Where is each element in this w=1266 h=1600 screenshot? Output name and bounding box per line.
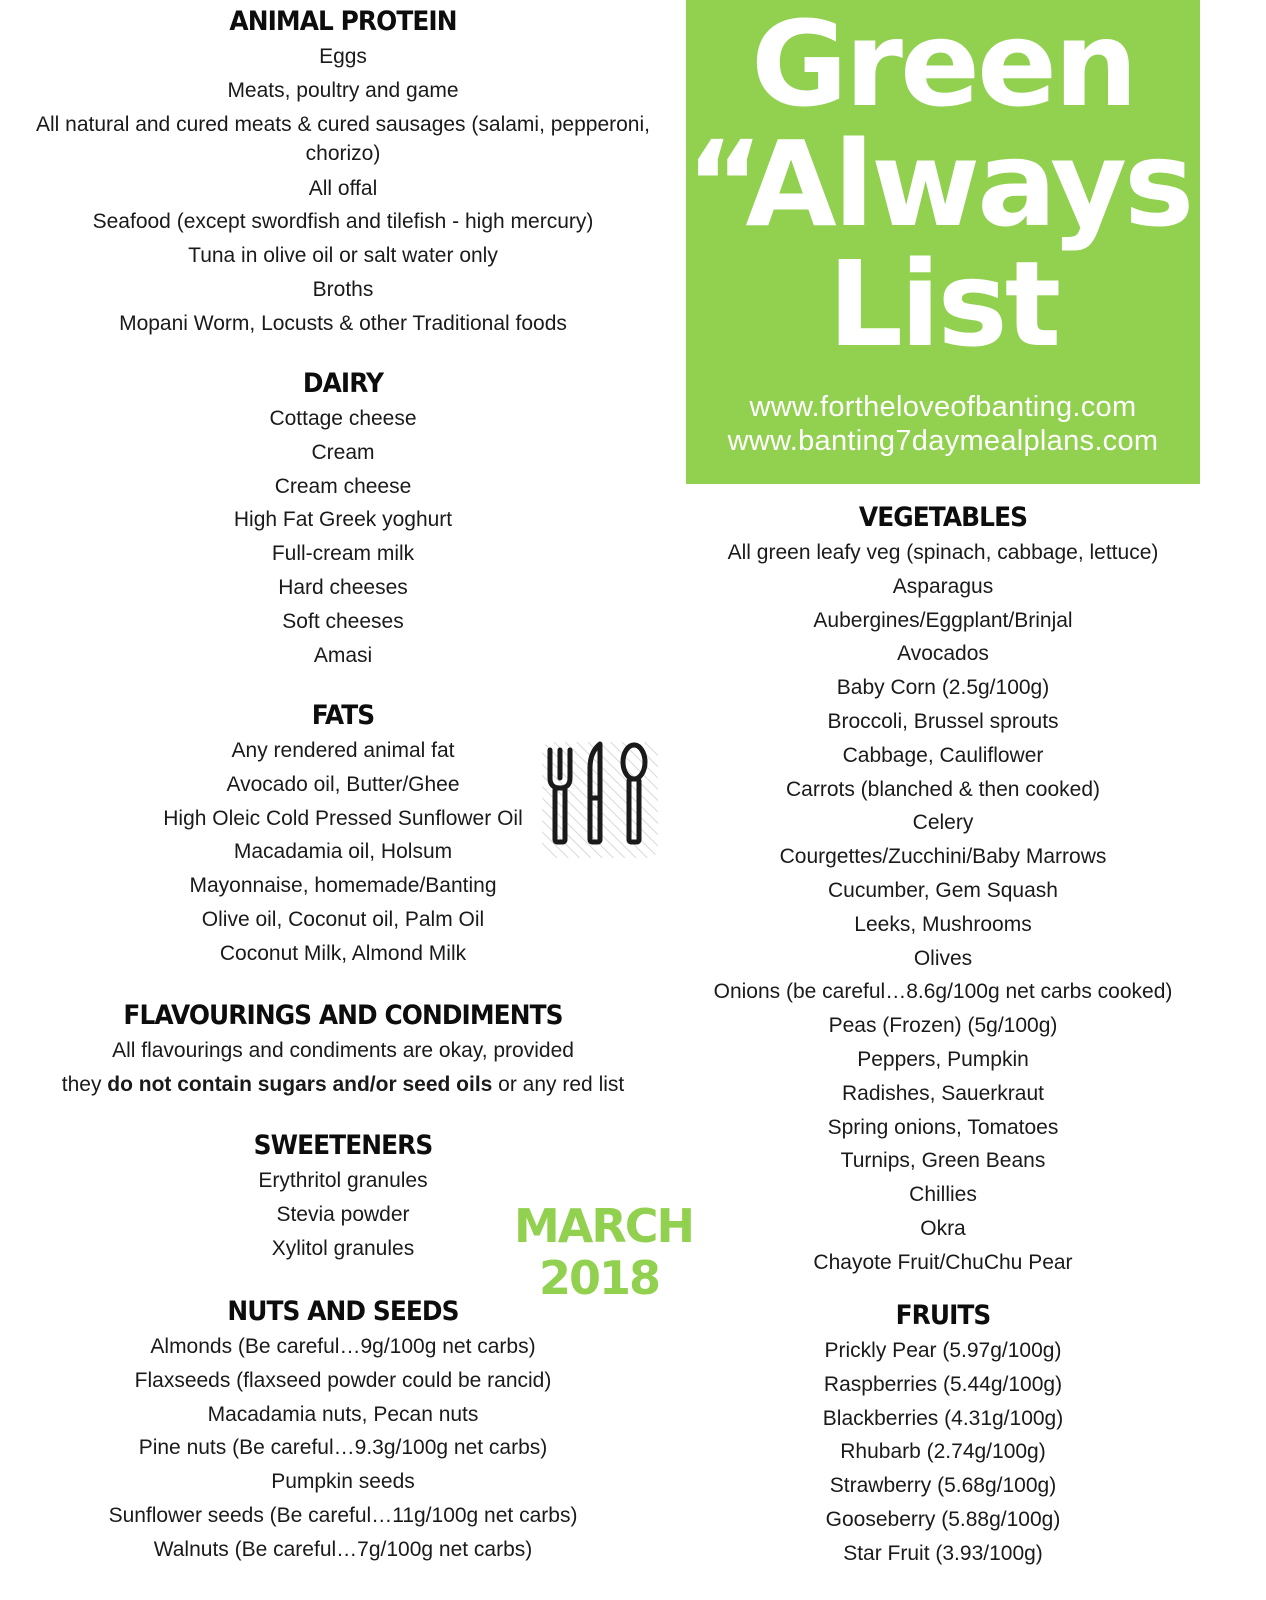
section-heading: FLAVOURINGS AND CONDIMENTS [123,1000,563,1031]
date-stamp-year: 2018 [538,1251,660,1305]
list-item: Onions (be careful…8.6g/100g net carbs cooked) [713,980,1173,1004]
list-item: Carrots (blanched & then cooked) [785,777,1100,801]
section-heading: DAIRY [302,368,384,399]
list-item: Macadamia nuts, Pecan nuts [207,1402,479,1426]
list-item: Peas (Frozen) (5g/100g) [828,1014,1058,1038]
list-item: Seafood (except swordfish and tilefish - high mercury) [92,210,594,234]
list-item: Star Fruit (3.93/100g) [843,1541,1043,1565]
list-item: Almonds (Be careful…9g/100g net carbs) [150,1335,536,1358]
list-item: Coconut Milk, Almond Milk [219,941,467,965]
list-item: All offal [308,176,378,200]
list-item: Mopani Worm, Locusts & other Traditional foods [119,311,567,335]
list-item: Avocado oil, Butter/Ghee [226,772,460,796]
section-heading: VEGETABLES [858,502,1028,533]
list-item: Amasi [313,643,373,667]
list-item: Soft cheeses [282,609,404,633]
list-item: Walnuts (Be careful…7g/100g net carbs) [153,1537,533,1561]
list-item: Turnips, Green Beans [840,1149,1046,1173]
list-item: Sunflower seeds (Be careful…11g/100g net carbs) [108,1503,578,1527]
section-heading: FATS [311,700,375,731]
title-banner [686,0,1266,484]
list-item: High Oleic Cold Pressed Sunflower Oil [163,806,523,830]
dairy-section [0,366,686,672]
list-item: Radishes, Sauerkraut [842,1081,1044,1105]
list-item: Okra [920,1216,966,1240]
list-item: Broths [312,277,374,301]
list-item: All natural and cured meats & cured sausages (salami, pepperoni, chorizo) [35,112,650,165]
list-item: Olives [913,946,973,970]
list-item: Meats, poultry and game [227,78,459,102]
list-item: Blackberries (4.31g/100g) [822,1406,1064,1430]
item-list [686,536,1200,1280]
fork-knife-spoon-icon [538,738,662,862]
list-item: Chillies [909,1183,977,1207]
nuts-seeds-section [0,1294,686,1567]
list-item: Tuna in olive oil or salt water only [188,244,498,268]
list-item: Hard cheeses [278,575,408,599]
flavourings-note-line1: All flavourings and condiments are okay, provided [112,1039,574,1062]
list-item: Raspberries (5.44g/100g) [823,1372,1063,1396]
item-list [0,40,686,341]
list-item: Prickly Pear (5.97g/100g) [824,1339,1062,1362]
list-item: Cabbage, Cauliflower [842,743,1044,767]
page-title-line2: “Always” [686,115,1266,253]
item-list [0,402,686,672]
list-item: Chayote Fruit/ChuChu Pear [813,1250,1073,1274]
list-item: Cottage cheese [269,407,417,430]
fruits-section [686,1298,1200,1571]
list-item: Gooseberry (5.88g/100g) [825,1507,1061,1531]
section-heading: ANIMAL PROTEIN [229,6,457,37]
list-item: Full-cream milk [271,542,415,566]
list-item: Pumpkin seeds [271,1470,415,1494]
list-item: Mayonnaise, homemade/Banting [189,874,497,898]
list-item: Macadamia oil, Holsum [233,840,453,864]
list-item: Peppers, Pumpkin [857,1047,1029,1071]
list-item: All green leafy veg (spinach, cabbage, lettuce) [727,541,1159,564]
list-item: Celery [912,811,974,835]
list-item: Strawberry (5.68g/100g) [829,1474,1057,1498]
list-item: Asparagus [892,574,994,598]
list-item: Pine nuts (Be careful…9.3g/100g net carbs) [138,1436,548,1460]
list-item: Olive oil, Coconut oil, Palm Oil [201,907,485,931]
note-emphasis: do not contain sugars and/or seed oils [107,1072,493,1096]
list-item: Cucumber, Gem Squash [828,878,1058,902]
list-item: Rhubarb (2.74g/100g) [840,1440,1046,1464]
list-item: Baby Corn (2.5g/100g) [836,676,1050,700]
note-text: or any red list [492,1072,625,1096]
section-heading: SWEETENERS [253,1130,433,1161]
list-item: Cream [311,440,375,464]
list-item: Cream cheese [274,474,412,498]
website-links [686,390,1200,458]
date-stamp-month: MARCH [514,1199,694,1253]
list-item: Courgettes/Zucchini/Baby Marrows [779,845,1107,869]
list-item: Aubergines/Eggplant/Brinjal [813,608,1073,632]
list-item: High Fat Greek yoghurt [233,508,453,532]
list-item: Stevia powder [276,1202,410,1226]
list-item: Avocados [897,642,989,666]
website-url[interactable]: www.banting7daymealplans.com [727,425,1159,457]
section-heading: NUTS AND SEEDS [227,1296,459,1327]
list-item: Eggs [319,45,367,68]
list-item: Any rendered animal fat [231,739,455,762]
flavourings-note-line2 [0,1068,686,1102]
page-title-line1: Green [750,0,1136,133]
vegetables-section [686,500,1200,1280]
list-item: Leeks, Mushrooms [854,912,1032,936]
list-item: Xylitol granules [271,1236,415,1260]
note-text: they [61,1072,108,1096]
website-url[interactable]: www.fortheloveofbanting.com [749,391,1137,423]
item-list [686,1334,1200,1571]
list-item: Broccoli, Brussel sprouts [827,709,1059,733]
date-stamp [514,1199,694,1305]
list-item: Spring onions, Tomatoes [827,1115,1059,1139]
page-title-line3: List [827,235,1059,373]
list-item: Flaxseeds (flaxseed powder could be rancid) [134,1368,552,1392]
flavourings-section [0,998,686,1101]
section-heading: FRUITS [895,1300,991,1331]
item-list [0,1330,686,1567]
list-item: Erythritol granules [258,1169,428,1192]
animal-protein-section [0,4,686,341]
